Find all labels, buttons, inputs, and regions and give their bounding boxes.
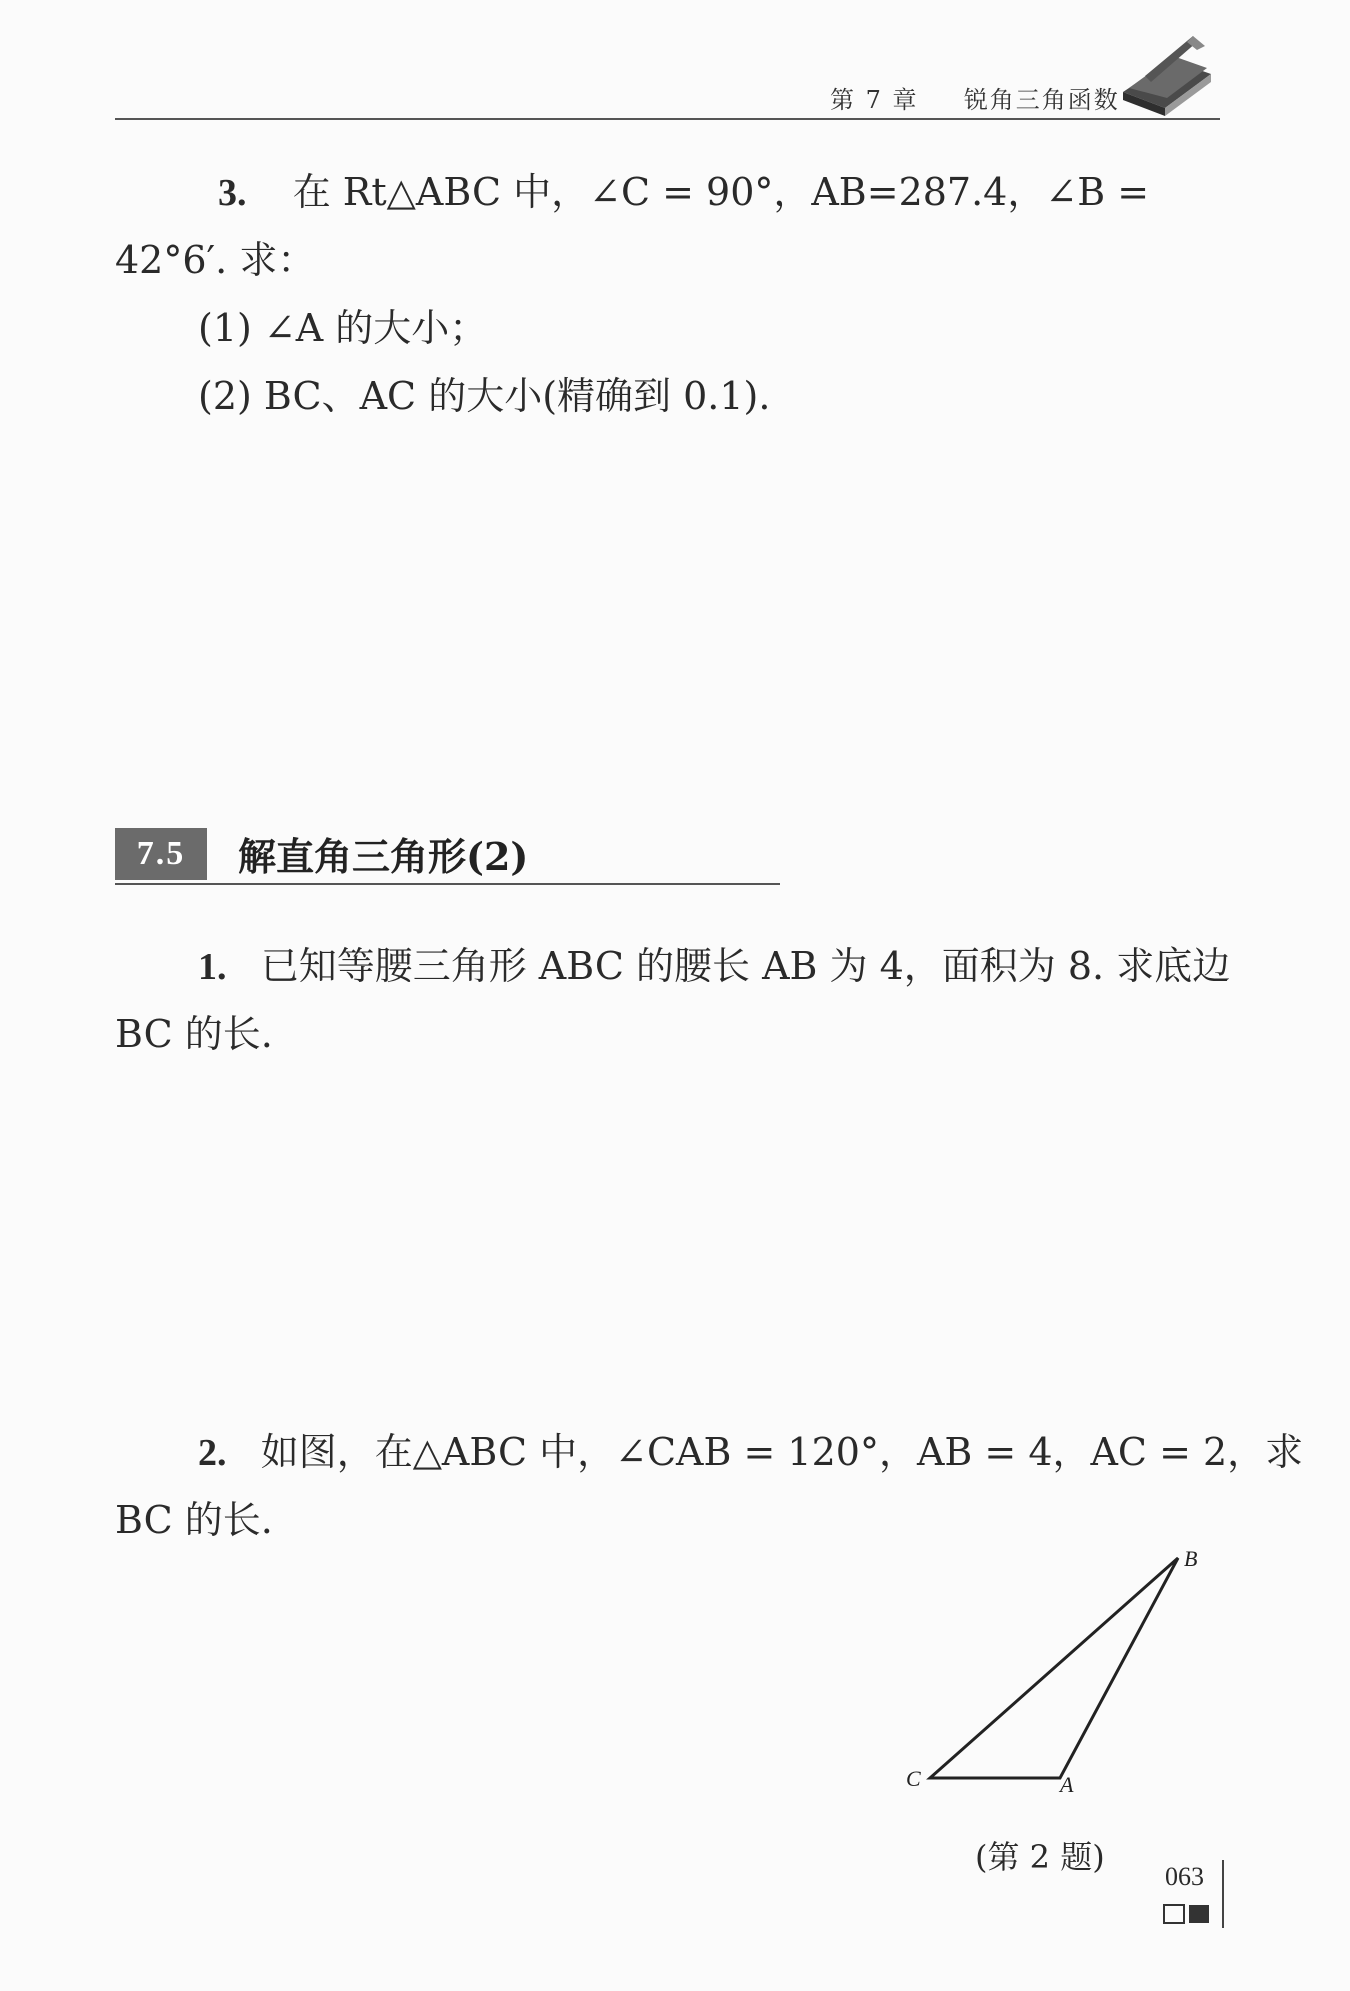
section-rule	[115, 883, 780, 885]
page-number-rule	[1222, 1860, 1224, 1928]
figure-caption: (第 2 题)	[975, 1838, 1105, 1876]
s1-line2: BC 的长.	[115, 1012, 273, 1056]
q3-number: 3.	[218, 172, 247, 214]
vertex-label-c: C	[906, 1766, 921, 1791]
vertex-label-a: A	[1060, 1772, 1074, 1797]
q3-sub2: (2) BC、AC 的大小(精确到 0.1).	[198, 374, 771, 418]
page-marker-icon	[1163, 1903, 1213, 1925]
s2-line1	[198, 1418, 1303, 1487]
page-number: 063	[1165, 1862, 1204, 1891]
section-title: 解直角三角形(2)	[238, 834, 529, 879]
section-number-badge: 7.5	[115, 828, 207, 880]
book-icon	[1115, 30, 1215, 118]
chapter-number: 第 7 章	[830, 86, 919, 114]
s1-line1	[198, 932, 1230, 1001]
s2-line2: BC 的长.	[115, 1498, 273, 1542]
header-rule	[115, 118, 1220, 120]
running-header	[830, 80, 1120, 115]
vertex-label-b: B	[1184, 1546, 1198, 1571]
q3-line2: 42°6′. 求：	[115, 238, 316, 282]
s1-number: 1.	[198, 946, 227, 988]
s2-number: 2.	[198, 1432, 227, 1474]
s2-text-line1: 如图，在△ABC 中，∠CAB = 120°，AB = 4，AC = 2，求	[260, 1430, 1304, 1474]
triangle-abc	[930, 1558, 1178, 1778]
q3-sub1: (1) ∠A 的大小；	[198, 306, 488, 350]
q3-text-line1: 在 Rt△ABC 中，∠C = 90°，AB=287.4，∠B =	[292, 170, 1150, 214]
triangle-figure	[880, 1530, 1220, 1810]
q3-line1	[218, 158, 1149, 227]
s1-text-line1: 已知等腰三角形 ABC 的腰长 AB 为 4，面积为 8. 求底边	[260, 944, 1231, 988]
chapter-title: 锐角三角函数	[963, 86, 1120, 114]
